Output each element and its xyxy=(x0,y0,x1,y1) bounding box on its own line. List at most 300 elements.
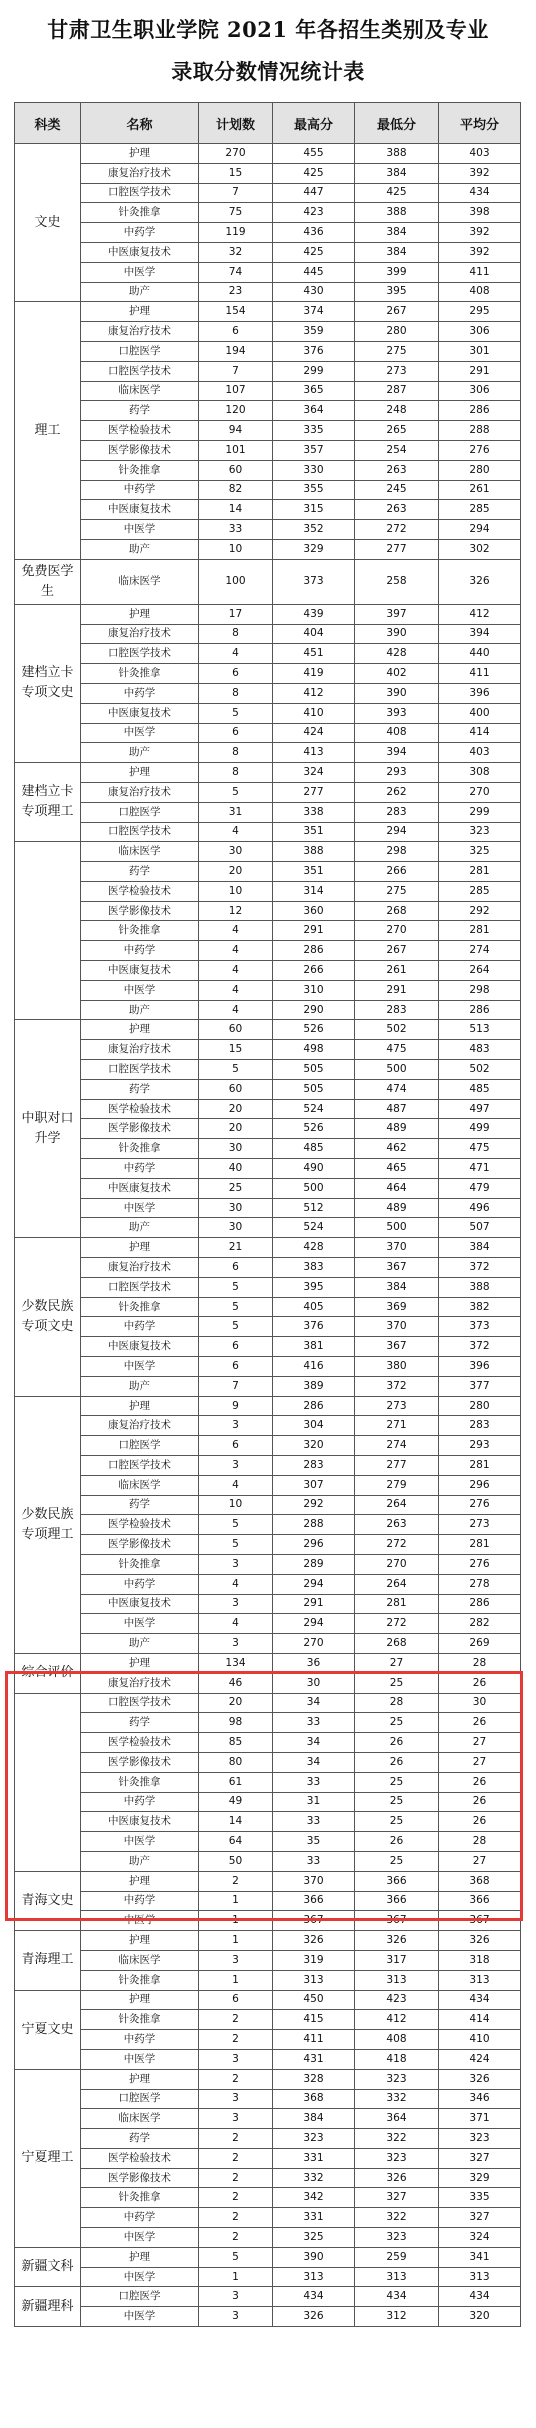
min-score-cell: 408 xyxy=(355,723,439,743)
major-name-cell: 医学影像技术 xyxy=(81,1752,199,1772)
min-score-cell: 395 xyxy=(355,282,439,302)
major-name-cell: 临床医学 xyxy=(81,559,199,604)
category-cell: 少数民族专项文史 xyxy=(15,1238,81,1396)
avg-score-cell: 261 xyxy=(439,480,521,500)
avg-score-cell: 394 xyxy=(439,624,521,644)
category-cell: 宁夏文史 xyxy=(15,1990,81,2069)
max-score-cell: 365 xyxy=(273,381,355,401)
plan-count-cell: 107 xyxy=(199,381,273,401)
avg-score-cell: 475 xyxy=(439,1139,521,1159)
avg-score-cell: 412 xyxy=(439,604,521,624)
avg-score-cell: 26 xyxy=(439,1792,521,1812)
category-cell: 新疆理科 xyxy=(15,2287,81,2327)
min-score-cell: 272 xyxy=(355,1614,439,1634)
avg-score-cell: 335 xyxy=(439,2188,521,2208)
min-score-cell: 399 xyxy=(355,262,439,282)
major-name-cell: 康复治疗技术 xyxy=(81,1673,199,1693)
major-name-cell: 中医学 xyxy=(81,1911,199,1931)
table-row xyxy=(15,1198,521,1218)
plan-count-cell: 14 xyxy=(199,500,273,520)
table-row xyxy=(15,2109,521,2129)
min-score-cell: 291 xyxy=(355,980,439,1000)
max-score-cell: 434 xyxy=(273,2287,355,2307)
avg-score-cell: 288 xyxy=(439,421,521,441)
major-name-cell: 针灸推拿 xyxy=(81,1297,199,1317)
min-score-cell: 384 xyxy=(355,1277,439,1297)
avg-score-cell: 282 xyxy=(439,1614,521,1634)
avg-score-cell: 264 xyxy=(439,961,521,981)
min-score-cell: 267 xyxy=(355,941,439,961)
min-score-cell: 245 xyxy=(355,480,439,500)
avg-score-cell: 27 xyxy=(439,1733,521,1753)
plan-count-cell: 2 xyxy=(199,2188,273,2208)
avg-score-cell: 392 xyxy=(439,163,521,183)
plan-count-cell: 85 xyxy=(199,1733,273,1753)
major-name-cell: 口腔医学 xyxy=(81,2089,199,2109)
avg-score-cell: 513 xyxy=(439,1020,521,1040)
min-score-cell: 384 xyxy=(355,242,439,262)
min-score-cell: 388 xyxy=(355,203,439,223)
table-row xyxy=(15,842,521,862)
plan-count-cell: 30 xyxy=(199,1139,273,1159)
table-row xyxy=(15,1238,521,1258)
avg-score-cell: 273 xyxy=(439,1515,521,1535)
avg-score-cell: 276 xyxy=(439,1554,521,1574)
avg-score-cell: 294 xyxy=(439,520,521,540)
major-name-cell: 中医学 xyxy=(81,262,199,282)
table-row xyxy=(15,1178,521,1198)
avg-score-cell: 400 xyxy=(439,703,521,723)
max-score-cell: 360 xyxy=(273,901,355,921)
min-score-cell: 26 xyxy=(355,1832,439,1852)
plan-count-cell: 8 xyxy=(199,743,273,763)
table-row xyxy=(15,341,521,361)
max-score-cell: 33 xyxy=(273,1713,355,1733)
max-score-cell: 288 xyxy=(273,1515,355,1535)
table-row xyxy=(15,2228,521,2248)
plan-count-cell: 60 xyxy=(199,460,273,480)
major-name-cell: 医学检验技术 xyxy=(81,1099,199,1119)
avg-score-cell: 325 xyxy=(439,842,521,862)
major-name-cell: 护理 xyxy=(81,763,199,783)
max-score-cell: 370 xyxy=(273,1871,355,1891)
min-score-cell: 273 xyxy=(355,361,439,381)
plan-count-cell: 3 xyxy=(199,1950,273,1970)
min-score-cell: 502 xyxy=(355,1020,439,1040)
plan-count-cell: 154 xyxy=(199,302,273,322)
max-score-cell: 411 xyxy=(273,2030,355,2050)
min-score-cell: 397 xyxy=(355,604,439,624)
max-score-cell: 286 xyxy=(273,1396,355,1416)
major-name-cell: 中医康复技术 xyxy=(81,242,199,262)
avg-score-cell: 26 xyxy=(439,1713,521,1733)
table-row xyxy=(15,1693,521,1713)
major-name-cell: 针灸推拿 xyxy=(81,1970,199,1990)
plan-count-cell: 3 xyxy=(199,2287,273,2307)
major-name-cell: 医学检验技术 xyxy=(81,1515,199,1535)
plan-count-cell: 3 xyxy=(199,1456,273,1476)
avg-score-cell: 313 xyxy=(439,1970,521,1990)
table-row xyxy=(15,1495,521,1515)
avg-score-cell: 313 xyxy=(439,2267,521,2287)
min-score-cell: 262 xyxy=(355,782,439,802)
max-score-cell: 505 xyxy=(273,1060,355,1080)
table-row xyxy=(15,2188,521,2208)
plan-count-cell: 3 xyxy=(199,1634,273,1654)
avg-score-cell: 274 xyxy=(439,941,521,961)
avg-score-cell: 502 xyxy=(439,1060,521,1080)
max-score-cell: 304 xyxy=(273,1416,355,1436)
min-score-cell: 279 xyxy=(355,1475,439,1495)
avg-score-cell: 384 xyxy=(439,1238,521,1258)
max-score-cell: 388 xyxy=(273,842,355,862)
max-score-cell: 31 xyxy=(273,1792,355,1812)
category-cell: 综合评价 xyxy=(15,1653,81,1693)
avg-score-cell: 295 xyxy=(439,302,521,322)
plan-count-cell: 32 xyxy=(199,242,273,262)
major-name-cell: 助产 xyxy=(81,1851,199,1871)
major-name-cell: 医学影像技术 xyxy=(81,2168,199,2188)
min-score-cell: 277 xyxy=(355,1456,439,1476)
major-name-cell: 针灸推拿 xyxy=(81,664,199,684)
min-score-cell: 390 xyxy=(355,624,439,644)
table-row xyxy=(15,203,521,223)
table-row xyxy=(15,144,521,164)
max-score-cell: 368 xyxy=(273,2089,355,2109)
plan-count-cell: 3 xyxy=(199,2307,273,2327)
plan-count-cell: 194 xyxy=(199,341,273,361)
table-row xyxy=(15,381,521,401)
max-score-cell: 419 xyxy=(273,664,355,684)
major-name-cell: 中医康复技术 xyxy=(81,500,199,520)
max-score-cell: 286 xyxy=(273,941,355,961)
table-row xyxy=(15,2247,521,2267)
avg-score-cell: 483 xyxy=(439,1040,521,1060)
table-row xyxy=(15,1772,521,1792)
table-row xyxy=(15,520,521,540)
plan-count-cell: 30 xyxy=(199,1198,273,1218)
avg-score-cell: 329 xyxy=(439,2168,521,2188)
max-score-cell: 425 xyxy=(273,163,355,183)
table-row xyxy=(15,1574,521,1594)
table-row xyxy=(15,1733,521,1753)
major-name-cell: 中医学 xyxy=(81,1357,199,1377)
avg-score-cell: 27 xyxy=(439,1752,521,1772)
major-name-cell: 中药学 xyxy=(81,480,199,500)
major-name-cell: 针灸推拿 xyxy=(81,921,199,941)
plan-count-cell: 100 xyxy=(199,559,273,604)
plan-count-cell: 1 xyxy=(199,1891,273,1911)
min-score-cell: 25 xyxy=(355,1792,439,1812)
max-score-cell: 331 xyxy=(273,2148,355,2168)
plan-count-cell: 15 xyxy=(199,163,273,183)
avg-score-cell: 408 xyxy=(439,282,521,302)
category-cell: 中职对口升学 xyxy=(15,1020,81,1238)
table-row xyxy=(15,1950,521,1970)
table-row xyxy=(15,1456,521,1476)
table-row xyxy=(15,1812,521,1832)
max-score-cell: 266 xyxy=(273,961,355,981)
avg-score-cell: 327 xyxy=(439,2148,521,2168)
table-row xyxy=(15,921,521,941)
table-row xyxy=(15,1554,521,1574)
plan-count-cell: 101 xyxy=(199,440,273,460)
min-score-cell: 322 xyxy=(355,2129,439,2149)
major-name-cell: 护理 xyxy=(81,604,199,624)
plan-count-cell: 6 xyxy=(199,1436,273,1456)
max-score-cell: 325 xyxy=(273,2228,355,2248)
plan-count-cell: 14 xyxy=(199,1812,273,1832)
avg-score-cell: 269 xyxy=(439,1634,521,1654)
min-score-cell: 487 xyxy=(355,1099,439,1119)
avg-score-cell: 324 xyxy=(439,2228,521,2248)
max-score-cell: 447 xyxy=(273,183,355,203)
max-score-cell: 329 xyxy=(273,539,355,559)
major-name-cell: 护理 xyxy=(81,2247,199,2267)
max-score-cell: 500 xyxy=(273,1178,355,1198)
major-name-cell: 医学影像技术 xyxy=(81,440,199,460)
table-row xyxy=(15,401,521,421)
major-name-cell: 助产 xyxy=(81,1000,199,1020)
major-name-cell: 中医学 xyxy=(81,1198,199,1218)
plan-count-cell: 5 xyxy=(199,1515,273,1535)
plan-count-cell: 5 xyxy=(199,1317,273,1337)
avg-score-cell: 301 xyxy=(439,341,521,361)
major-name-cell: 中医康复技术 xyxy=(81,1594,199,1614)
max-score-cell: 330 xyxy=(273,460,355,480)
min-score-cell: 384 xyxy=(355,223,439,243)
table-row xyxy=(15,1159,521,1179)
major-name-cell: 中药学 xyxy=(81,683,199,703)
plan-count-cell: 4 xyxy=(199,1574,273,1594)
major-name-cell: 中医学 xyxy=(81,520,199,540)
plan-count-cell: 61 xyxy=(199,1772,273,1792)
major-name-cell: 中医学 xyxy=(81,1614,199,1634)
avg-score-cell: 281 xyxy=(439,921,521,941)
avg-score-cell: 292 xyxy=(439,901,521,921)
table-row xyxy=(15,624,521,644)
min-score-cell: 462 xyxy=(355,1139,439,1159)
major-name-cell: 临床医学 xyxy=(81,1950,199,1970)
plan-count-cell: 20 xyxy=(199,862,273,882)
table-row xyxy=(15,2069,521,2089)
max-score-cell: 33 xyxy=(273,1772,355,1792)
plan-count-cell: 2 xyxy=(199,2168,273,2188)
major-name-cell: 中药学 xyxy=(81,2030,199,2050)
table-row xyxy=(15,644,521,664)
plan-count-cell: 15 xyxy=(199,1040,273,1060)
table-row xyxy=(15,862,521,882)
plan-count-cell: 3 xyxy=(199,1554,273,1574)
plan-count-cell: 12 xyxy=(199,901,273,921)
plan-count-cell: 270 xyxy=(199,144,273,164)
min-score-cell: 275 xyxy=(355,341,439,361)
category-cell: 宁夏理工 xyxy=(15,2069,81,2247)
min-score-cell: 317 xyxy=(355,1950,439,1970)
table-row xyxy=(15,2287,521,2307)
max-score-cell: 357 xyxy=(273,440,355,460)
max-score-cell: 389 xyxy=(273,1376,355,1396)
avg-score-cell: 26 xyxy=(439,1812,521,1832)
min-score-cell: 272 xyxy=(355,520,439,540)
max-score-cell: 383 xyxy=(273,1258,355,1278)
plan-count-cell: 4 xyxy=(199,822,273,842)
min-score-cell: 367 xyxy=(355,1258,439,1278)
table-row xyxy=(15,1931,521,1951)
major-name-cell: 医学检验技术 xyxy=(81,881,199,901)
max-score-cell: 376 xyxy=(273,341,355,361)
table-row xyxy=(15,361,521,381)
avg-score-cell: 373 xyxy=(439,1317,521,1337)
avg-score-cell: 497 xyxy=(439,1099,521,1119)
max-score-cell: 424 xyxy=(273,723,355,743)
max-score-cell: 320 xyxy=(273,1436,355,1456)
avg-score-cell: 371 xyxy=(439,2109,521,2129)
max-score-cell: 34 xyxy=(273,1752,355,1772)
major-name-cell: 助产 xyxy=(81,743,199,763)
avg-score-cell: 278 xyxy=(439,1574,521,1594)
plan-count-cell: 5 xyxy=(199,1060,273,1080)
max-score-cell: 35 xyxy=(273,1832,355,1852)
min-score-cell: 313 xyxy=(355,1970,439,1990)
avg-score-cell: 414 xyxy=(439,723,521,743)
table-row xyxy=(15,1792,521,1812)
min-score-cell: 408 xyxy=(355,2030,439,2050)
plan-count-cell: 6 xyxy=(199,1357,273,1377)
table-row xyxy=(15,1871,521,1891)
max-score-cell: 313 xyxy=(273,1970,355,1990)
table-row xyxy=(15,1277,521,1297)
min-score-cell: 412 xyxy=(355,2010,439,2030)
table-row xyxy=(15,1673,521,1693)
max-score-cell: 526 xyxy=(273,1020,355,1040)
plan-count-cell: 17 xyxy=(199,604,273,624)
min-score-cell: 298 xyxy=(355,842,439,862)
plan-count-cell: 6 xyxy=(199,1258,273,1278)
max-score-cell: 351 xyxy=(273,862,355,882)
avg-score-cell: 285 xyxy=(439,881,521,901)
avg-score-cell: 326 xyxy=(439,559,521,604)
max-score-cell: 428 xyxy=(273,1238,355,1258)
plan-count-cell: 10 xyxy=(199,539,273,559)
major-name-cell: 针灸推拿 xyxy=(81,1139,199,1159)
min-score-cell: 428 xyxy=(355,644,439,664)
max-score-cell: 412 xyxy=(273,683,355,703)
table-row xyxy=(15,1060,521,1080)
page-subtitle: 录取分数情况统计表 xyxy=(171,59,365,84)
major-name-cell: 中医学 xyxy=(81,2228,199,2248)
plan-count-cell: 1 xyxy=(199,1931,273,1951)
plan-count-cell: 21 xyxy=(199,1238,273,1258)
major-name-cell: 中医学 xyxy=(81,980,199,1000)
table-row xyxy=(15,1317,521,1337)
avg-score-cell: 298 xyxy=(439,980,521,1000)
avg-score-cell: 507 xyxy=(439,1218,521,1238)
min-score-cell: 500 xyxy=(355,1218,439,1238)
plan-count-cell: 40 xyxy=(199,1159,273,1179)
max-score-cell: 277 xyxy=(273,782,355,802)
min-score-cell: 271 xyxy=(355,1416,439,1436)
max-score-cell: 326 xyxy=(273,2307,355,2327)
min-score-cell: 25 xyxy=(355,1851,439,1871)
table-row xyxy=(15,1653,521,1673)
table-row xyxy=(15,1515,521,1535)
max-score-cell: 283 xyxy=(273,1456,355,1476)
max-score-cell: 498 xyxy=(273,1040,355,1060)
avg-score-cell: 471 xyxy=(439,1159,521,1179)
avg-score-cell: 327 xyxy=(439,2208,521,2228)
avg-score-cell: 392 xyxy=(439,223,521,243)
table-body xyxy=(15,144,521,2327)
table-row xyxy=(15,683,521,703)
min-score-cell: 434 xyxy=(355,2287,439,2307)
min-score-cell: 280 xyxy=(355,322,439,342)
max-score-cell: 351 xyxy=(273,822,355,842)
max-score-cell: 326 xyxy=(273,1931,355,1951)
avg-score-cell: 341 xyxy=(439,2247,521,2267)
major-name-cell: 中医学 xyxy=(81,2049,199,2069)
table-row xyxy=(15,1911,521,1931)
avg-score-cell: 326 xyxy=(439,1931,521,1951)
table-row xyxy=(15,183,521,203)
avg-score-cell: 496 xyxy=(439,1198,521,1218)
table-row xyxy=(15,1832,521,1852)
plan-count-cell: 7 xyxy=(199,183,273,203)
plan-count-cell: 64 xyxy=(199,1832,273,1852)
max-score-cell: 335 xyxy=(273,421,355,441)
avg-score-cell: 411 xyxy=(439,262,521,282)
plan-count-cell: 5 xyxy=(199,1297,273,1317)
table-row xyxy=(15,282,521,302)
table-row xyxy=(15,1594,521,1614)
min-score-cell: 274 xyxy=(355,1436,439,1456)
max-score-cell: 324 xyxy=(273,763,355,783)
major-name-cell: 医学检验技术 xyxy=(81,421,199,441)
avg-score-cell: 281 xyxy=(439,1456,521,1476)
min-score-cell: 275 xyxy=(355,881,439,901)
major-name-cell: 护理 xyxy=(81,1931,199,1951)
avg-score-cell: 281 xyxy=(439,862,521,882)
major-name-cell: 中药学 xyxy=(81,1317,199,1337)
avg-score-cell: 280 xyxy=(439,460,521,480)
min-score-cell: 277 xyxy=(355,539,439,559)
max-score-cell: 395 xyxy=(273,1277,355,1297)
avg-score-cell: 306 xyxy=(439,381,521,401)
avg-score-cell: 28 xyxy=(439,1832,521,1852)
min-score-cell: 323 xyxy=(355,2148,439,2168)
plan-count-cell: 20 xyxy=(199,1693,273,1713)
plan-count-cell: 3 xyxy=(199,2109,273,2129)
plan-count-cell: 3 xyxy=(199,2049,273,2069)
major-name-cell: 中医康复技术 xyxy=(81,961,199,981)
major-name-cell: 康复治疗技术 xyxy=(81,1040,199,1060)
plan-count-cell: 8 xyxy=(199,763,273,783)
avg-score-cell: 293 xyxy=(439,1436,521,1456)
min-score-cell: 283 xyxy=(355,1000,439,1020)
min-score-cell: 393 xyxy=(355,703,439,723)
major-name-cell: 康复治疗技术 xyxy=(81,1416,199,1436)
max-score-cell: 36 xyxy=(273,1653,355,1673)
plan-count-cell: 49 xyxy=(199,1792,273,1812)
table-row xyxy=(15,1079,521,1099)
major-name-cell: 护理 xyxy=(81,302,199,322)
max-score-cell: 410 xyxy=(273,703,355,723)
plan-count-cell: 31 xyxy=(199,802,273,822)
min-score-cell: 267 xyxy=(355,302,439,322)
avg-score-cell: 281 xyxy=(439,1535,521,1555)
max-score-cell: 445 xyxy=(273,262,355,282)
major-name-cell: 针灸推拿 xyxy=(81,1554,199,1574)
